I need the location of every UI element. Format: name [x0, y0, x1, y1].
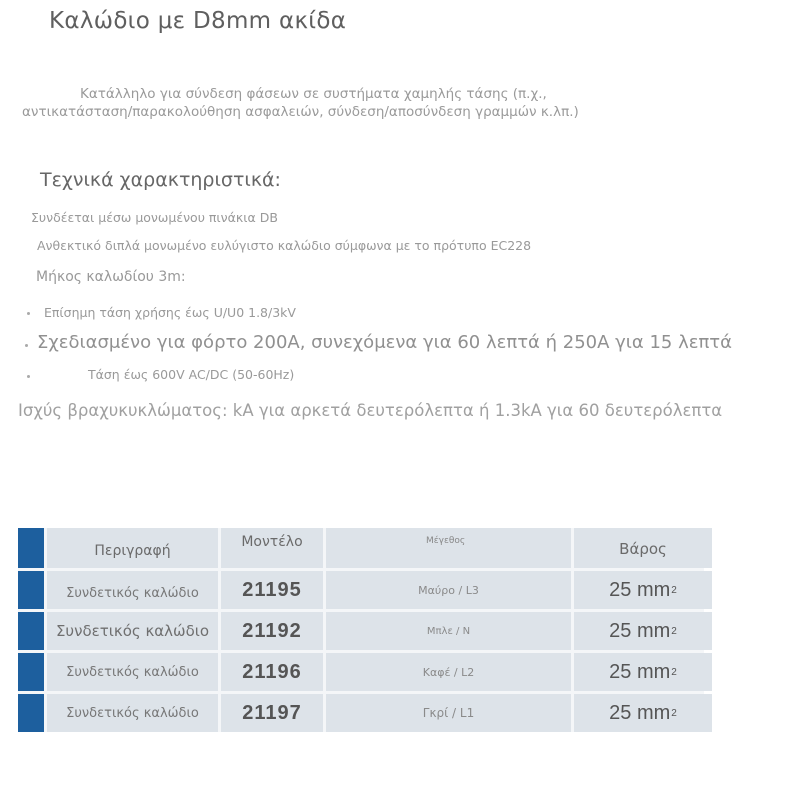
cell-weight: [574, 612, 712, 650]
bullet-icon: [27, 312, 30, 315]
weight-exponent: 2: [671, 707, 677, 719]
cell-model: 21192: [221, 612, 323, 650]
cell-weight: [574, 571, 712, 609]
cell-model: 21195: [221, 571, 323, 609]
description-line-1: Κατάλληλο για σύνδεση φάσεων σε συστήματα χαμηλής τάσης (π.χ.,: [80, 86, 547, 102]
cell-description: Συνδετικός καλώδιο: [47, 694, 218, 732]
cell-description: Συνδετικός καλώδιο: [47, 571, 218, 609]
header-description: Περιγραφή: [47, 528, 218, 568]
row-marker: [18, 653, 44, 691]
cell-size: Μαύρο / L3: [326, 571, 571, 609]
spec-item: Συνδέεται μέσω μονωμένου πινάκια DB: [31, 210, 278, 225]
row-marker: [18, 694, 44, 732]
cell-description: Συνδετικός καλώδιο: [47, 653, 218, 691]
spec-item: Σχεδιασμένο για φόρτο 200A, συνεχόμενα για 60 λεπτά ή 250A για 15 λεπτά: [37, 332, 733, 353]
header-model: Μοντέλο: [221, 528, 323, 568]
cell-description: Συνδετικός καλώδιο: [47, 612, 218, 650]
weight-value: 25 mm: [609, 619, 671, 642]
header-weight: Βάρος: [574, 528, 712, 568]
spec-item: Ισχύς βραχυκυκλώματος: kA για αρκετά δευτερόλεπτα ή 1.3kA για 60 δευτερόλεπτα: [18, 401, 723, 420]
spec-item: Τάση έως 600V AC/DC (50-60Hz): [88, 367, 295, 382]
description-line-2: αντικατάσταση/παρακολούθηση ασφαλειών, σύνδεση/αποσύνδεση γραμμών κ.λπ.): [22, 104, 579, 120]
cell-size: Γκρί / L1: [326, 694, 571, 732]
cell-size: Καφέ / L2: [326, 653, 571, 691]
spec-item: Επίσημη τάση χρήσης έως U/U0 1.8/3kV: [44, 305, 296, 320]
product-title: Καλώδιο με D8mm ακίδα: [49, 8, 347, 34]
weight-value: 25 mm: [609, 701, 671, 724]
specs-title: Τεχνικά χαρακτηριστικά:: [40, 169, 281, 191]
bullet-icon: [25, 344, 28, 347]
weight-exponent: 2: [671, 625, 677, 637]
row-marker: [18, 612, 44, 650]
bullet-icon: [27, 375, 30, 378]
cell-model: 21197: [221, 694, 323, 732]
weight-exponent: 2: [671, 666, 677, 678]
weight-value: 25 mm: [609, 578, 671, 601]
header-size: Μέγεθος: [326, 528, 571, 568]
spec-item: Ανθεκτικό διπλά μονωμένο ευλύγιστο καλώδιο σύμφωνα με το πρότυπο EC228: [37, 238, 532, 253]
weight-exponent: 2: [671, 584, 677, 596]
row-marker: [18, 528, 44, 568]
product-table: [18, 528, 704, 732]
row-marker: [18, 571, 44, 609]
cell-size: Μπλε / N: [326, 612, 571, 650]
cell-weight: [574, 653, 712, 691]
weight-value: 25 mm: [609, 660, 671, 683]
cell-weight: [574, 694, 712, 732]
cell-model: 21196: [221, 653, 323, 691]
spec-item: Μήκος καλωδίου 3m:: [36, 269, 186, 285]
